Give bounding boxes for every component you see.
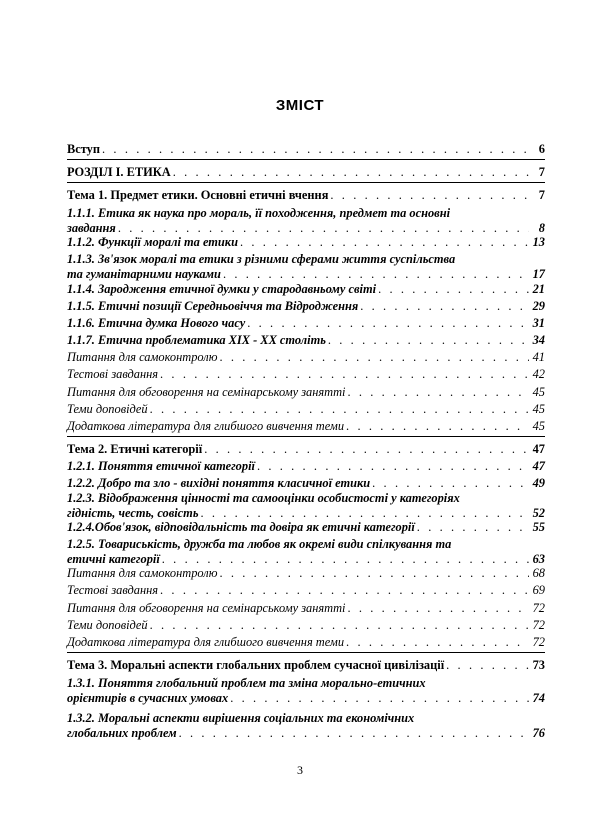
toc-entry-page: 45: [532, 419, 545, 433]
toc-entry-title: гідність, честь, совість: [67, 506, 199, 520]
toc-entry-title-line: 1.2.5. Товариськість, дружба та любов як окремі види спілкування та: [67, 537, 452, 551]
toc-entry[interactable]: [67, 459, 545, 474]
toc-entry-title: 1.1.6. Етична думка Нового часу: [67, 316, 246, 330]
toc-entry-page: 41: [532, 350, 545, 364]
toc-entry[interactable]: [67, 676, 545, 706]
toc-entry[interactable]: [67, 491, 545, 521]
dot-leader: [348, 385, 530, 400]
toc-entry-title: Тема 1. Предмет етики. Основні етичні вчення: [67, 188, 329, 202]
dot-leader: [446, 658, 529, 673]
toc-entry-page: 74: [532, 691, 545, 705]
toc-entry[interactable]: [67, 206, 545, 236]
toc-entry[interactable]: [67, 252, 545, 282]
section-divider: [67, 159, 545, 160]
toc-entry-page: 29: [532, 299, 545, 313]
toc-entry-page: 7: [538, 165, 545, 179]
toc-entry-title: етичні категорії: [67, 552, 160, 566]
toc-entry[interactable]: [67, 367, 545, 382]
dot-leader: [240, 235, 529, 250]
toc-entry-title: Додаткова література для глибшого вивчення теми: [67, 635, 345, 649]
toc-entry-title: Теми доповідей: [67, 618, 148, 632]
dot-leader: [173, 165, 529, 180]
toc-entry-title-line: 1.1.1. Етика як наука про мораль, її походження, предмет та основні: [67, 206, 451, 220]
dot-leader: [102, 142, 529, 157]
toc-entry[interactable]: [67, 658, 545, 673]
toc-entry[interactable]: [67, 537, 545, 567]
toc-entry-page: 45: [532, 402, 545, 416]
toc-entry-title-line: 1.1.3. Зв'язок моралі та етики з різними сферами життя суспільства: [67, 252, 456, 266]
toc-entry-page: 42: [532, 367, 545, 381]
toc-entry-title: 1.2.4.Обов'язок, відповідальність та довіра як етичні категорії: [67, 520, 415, 534]
toc-entry-page: 49: [532, 476, 545, 490]
toc-entry-page: 47: [532, 442, 545, 456]
toc-entry-page: 52: [532, 506, 545, 520]
dot-leader: [230, 691, 529, 706]
toc-entry-title: Додаткова література для глибшого вивчення теми: [67, 419, 345, 433]
toc-entry-page: 76: [532, 726, 545, 740]
dot-leader: [247, 316, 529, 331]
toc-entry-page: 47: [532, 459, 545, 473]
dot-leader: [257, 459, 529, 474]
toc-entry-title: 1.2.2. Добро та зло - вихідні поняття класичної етики: [67, 476, 371, 490]
dot-leader: [328, 333, 529, 348]
toc-entry[interactable]: [67, 188, 545, 203]
toc-entry[interactable]: [67, 350, 545, 365]
toc-entry[interactable]: [67, 316, 545, 331]
toc-entry[interactable]: [67, 299, 545, 314]
dot-leader: [360, 299, 529, 314]
toc-entry-page: 8: [538, 221, 545, 235]
dot-leader: [118, 221, 529, 236]
toc-entry-page: 21: [532, 282, 545, 296]
toc-entry-title-line: 1.2.3. Відображення цінності та самооцінки особистості у категоріях: [67, 491, 460, 505]
toc-entry-page: 72: [532, 601, 545, 615]
dot-leader: [179, 726, 529, 741]
toc-entry[interactable]: [67, 142, 545, 157]
dot-leader: [223, 267, 529, 282]
toc-entry[interactable]: [67, 566, 545, 581]
toc-entry-title: Тестові завдання: [67, 367, 159, 381]
dot-leader: [150, 402, 529, 417]
dot-leader: [417, 520, 529, 535]
toc-entry-page: 73: [532, 658, 545, 672]
toc-entry-page: 31: [532, 316, 545, 330]
toc-entry-title: Тема 3. Моральні аспекти глобальних проблем сучасної цивілізації: [67, 658, 445, 672]
toc-entry-page: 72: [532, 618, 545, 632]
toc-entry-title: 1.2.1. Поняття етичної категорії: [67, 459, 255, 473]
toc-entry[interactable]: [67, 419, 545, 434]
section-divider: [67, 436, 545, 437]
dot-leader: [346, 635, 529, 650]
toc-entry-page: 72: [532, 635, 545, 649]
toc-entry-title: 1.1.7. Етична проблематика XIX - XX століть: [67, 333, 326, 347]
toc-entry-title: та гуманітарними науками: [67, 267, 221, 281]
toc-entry-title: 1.1.5. Етичні позиції Середньовіччя та Відродження: [67, 299, 359, 313]
toc-entry-title: Вступ: [67, 142, 101, 156]
toc-entry-page: 45: [532, 385, 545, 399]
toc-entry-title: Тема 2. Етичні категорії: [67, 442, 203, 456]
toc-entry[interactable]: [67, 601, 545, 616]
dot-leader: [204, 442, 529, 457]
dot-leader: [330, 188, 529, 203]
toc-entry[interactable]: [67, 165, 545, 180]
toc-entry-page: 69: [532, 583, 545, 597]
dot-leader: [160, 367, 529, 382]
toc-entry[interactable]: [67, 402, 545, 417]
dot-leader: [162, 552, 529, 567]
toc-entry-title-line: 1.3.2. Моральні аспекти вирішення соціальних та економічних: [67, 711, 415, 725]
toc-entry-page: 17: [532, 267, 545, 281]
toc-entry-title: глобальних проблем: [67, 726, 177, 740]
toc-entry-page: 63: [532, 552, 545, 566]
dot-leader: [378, 282, 529, 297]
dot-leader: [219, 566, 529, 581]
dot-leader: [219, 350, 529, 365]
dot-leader: [346, 419, 529, 434]
toc-entry-title: Питання для обговорення на семінарському занятті: [67, 385, 346, 399]
toc-entry-page: 34: [532, 333, 545, 347]
toc-entry[interactable]: [67, 476, 545, 491]
toc-entry-page: 7: [538, 188, 545, 202]
toc-entry-title: Питання для самоконтролю: [67, 350, 218, 364]
toc-entry[interactable]: [67, 635, 545, 650]
toc-entry[interactable]: [67, 333, 545, 348]
toc-entry-page: 55: [532, 520, 545, 534]
dot-leader: [200, 506, 529, 521]
toc-entry[interactable]: [67, 583, 545, 598]
toc-entry-page: 13: [532, 235, 545, 249]
dot-leader: [372, 476, 529, 491]
toc-entry-title: завдання: [67, 221, 116, 235]
toc-entry-title: 1.1.2. Функції моралі та етики: [67, 235, 238, 249]
toc-entry[interactable]: [67, 520, 545, 535]
toc-entry-title: РОЗДІЛ І. ЕТИКА: [67, 165, 171, 179]
toc-entry-page: 68: [532, 566, 545, 580]
toc-entry-title: Тестові завдання: [67, 583, 159, 597]
toc-entry-page: 6: [538, 142, 545, 156]
toc-entry[interactable]: [67, 618, 545, 633]
toc-entry[interactable]: [67, 442, 545, 457]
dot-leader: [160, 583, 529, 598]
toc-entry-title: Питання для самоконтролю: [67, 566, 218, 580]
toc-entry[interactable]: [67, 385, 545, 400]
dot-leader: [150, 618, 529, 633]
toc-entry-title-line: 1.3.1. Поняття глобальний проблем та зміна морально-етичних: [67, 676, 426, 690]
section-divider: [67, 652, 545, 653]
toc-entry[interactable]: [67, 711, 545, 741]
toc-entry[interactable]: [67, 282, 545, 297]
page-number: 3: [297, 763, 303, 777]
toc-entry-title: 1.1.4. Зародження етичної думки у стародавньому світі: [67, 282, 377, 296]
section-divider: [67, 182, 545, 183]
toc-entry[interactable]: [67, 235, 545, 250]
toc-entry-title: Питання для обговорення на семінарському занятті: [67, 601, 346, 615]
dot-leader: [348, 601, 530, 616]
toc-entry-title: орієнтирів в сучасних умовах: [67, 691, 229, 705]
page-title: ЗМІСТ: [275, 97, 325, 114]
toc-entry-title: Теми доповідей: [67, 402, 148, 416]
